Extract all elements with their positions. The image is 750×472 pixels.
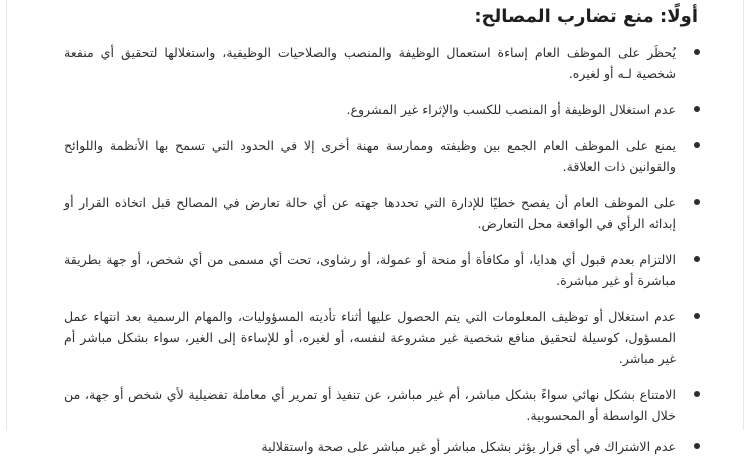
bullet-icon xyxy=(694,199,700,205)
conflict-of-interest-list xyxy=(64,42,702,472)
bullet-icon xyxy=(694,443,700,449)
list-item-text: عدم الاشتراك في أي قرار يؤثر بشكل مباشر أو غير مباشر على صحة واستقلالية xyxy=(261,439,676,454)
list-item xyxy=(64,42,702,84)
list-item-text: عدم استغلال أو توظيف المعلومات التي يتم الحصول عليها أثناء تأديته المسؤوليات، والمهام الرسمية بعد انتهاء عمل المسؤول، كوسيلة لتحقيق منافع شخصية غير مشروعة لنفسه، أو لغيره، أو للإساءة إلى الغير، سواء بشكل مباشر أم غير مباشر. xyxy=(64,309,676,366)
list-item-text: على الموظف العام أن يفصح خطيًا للإدارة التي تحددها جهته عن أي حالة تعارض في المصالح قبل اتخاذه القرار أو إبدائه الرأي في الواقعة محل التعارض. xyxy=(64,195,676,231)
bullet-icon xyxy=(694,313,700,319)
list-item xyxy=(64,249,702,291)
list-item xyxy=(64,436,702,457)
bullet-icon xyxy=(694,49,700,55)
list-item xyxy=(64,135,702,177)
list-item-text: يمنع على الموظف العام الجمع بين وظيفته وممارسة مهنة أخرى إلا في الحدود التي تسمح بها الأنظمة واللوائح والقوانين ذات العلاقة. xyxy=(64,138,676,174)
list-item xyxy=(64,306,702,369)
bullet-icon xyxy=(694,256,700,262)
bullet-icon xyxy=(694,391,700,397)
list-item-text: عدم استغلال الوظيفة أو المنصب للكسب والإثراء غير المشروع. xyxy=(346,102,676,117)
bullet-icon xyxy=(694,106,700,112)
bullet-icon xyxy=(694,142,700,148)
list-item xyxy=(64,99,702,120)
list-item-text: الالتزام بعدم قبول أي هدايا، أو مكافأة أو منحة أو عمولة، أو رشاوى، تحت أي مسمى من أي شخص، أو جهة بطريقة مباشرة أو غير مباشرة. xyxy=(64,252,676,288)
section-heading: أولًا: منع تضارب المصالح: xyxy=(474,6,698,27)
list-item xyxy=(64,384,702,426)
list-item-text: يُحظَر على الموظف العام إساءة استعمال الوظيفة والمنصب والصلاحيات الوظيفية، واستغلالها لتحقيق أي منفعة شخصية لـه أو لغيره. xyxy=(64,45,676,81)
list-item xyxy=(64,192,702,234)
list-item-text: الامتناع بشكل نهائي سواءً بشكل مباشر، أم غير مباشر، عن تنفيذ أو تمرير أي معاملة تفضيلية لأي شخص أو جهة، من خلال الواسطة أو المحسوبية. xyxy=(64,387,676,423)
